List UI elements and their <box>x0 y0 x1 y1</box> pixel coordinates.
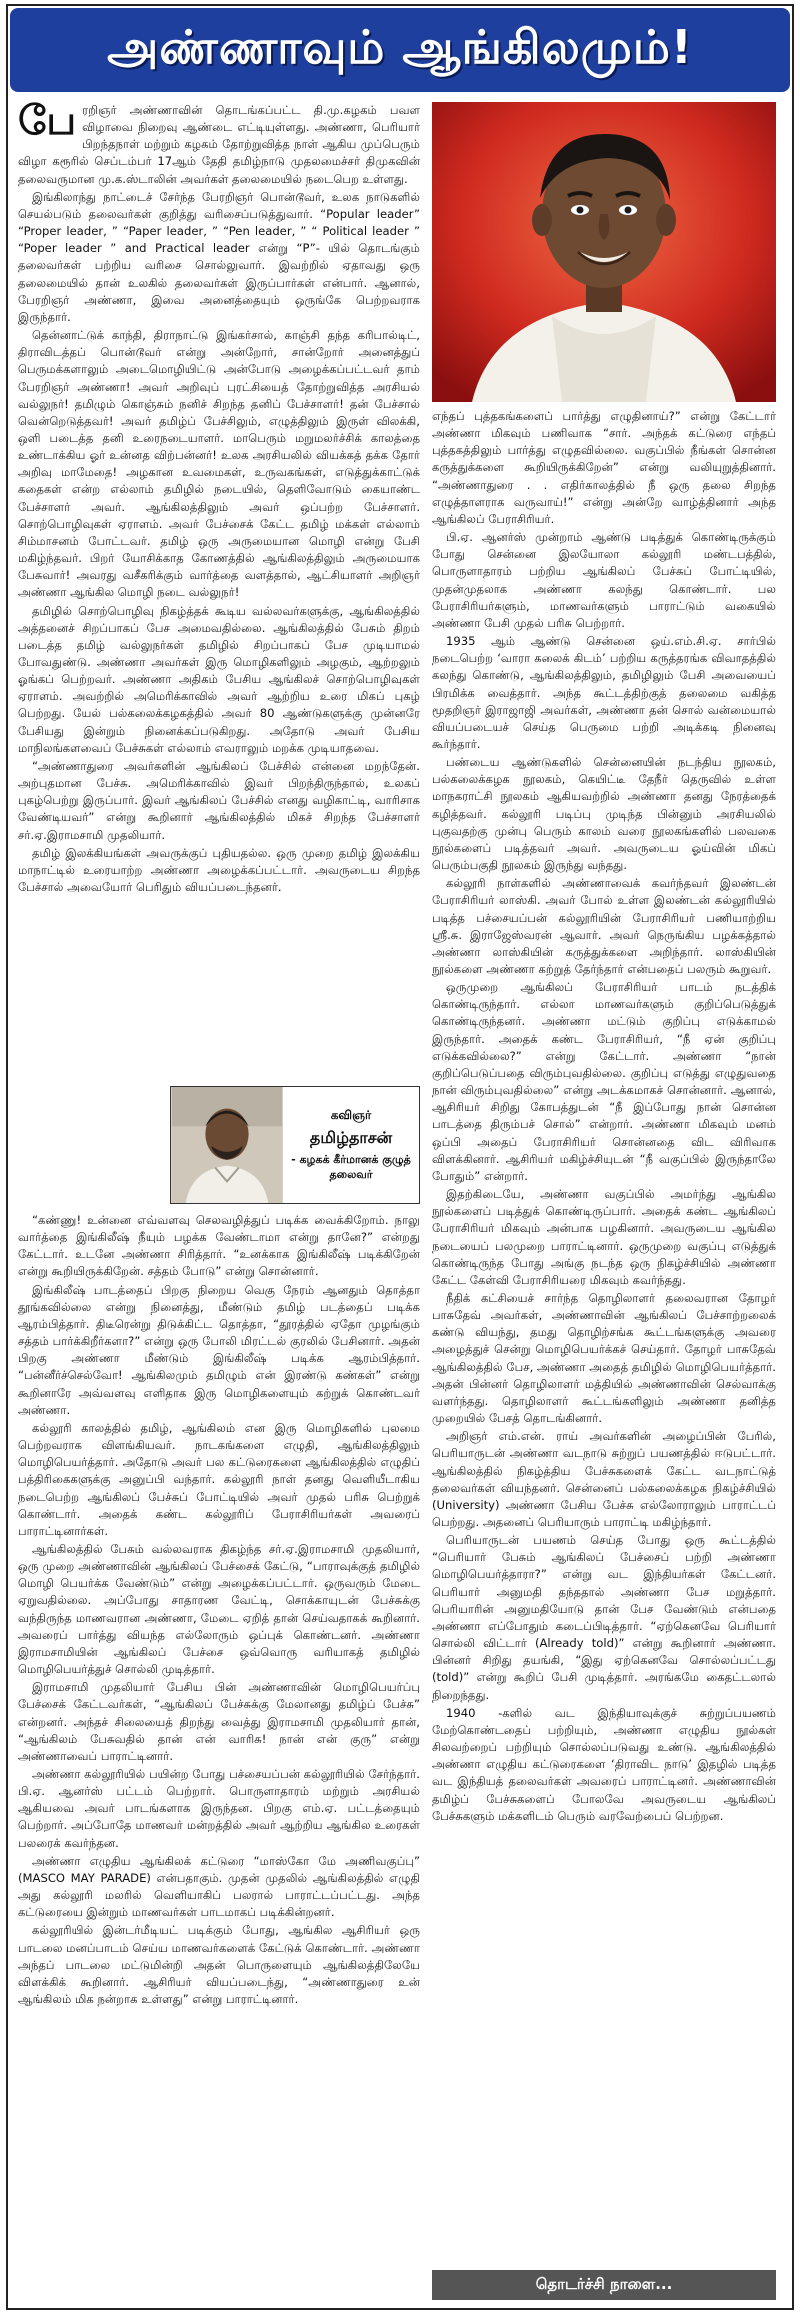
author-credit <box>283 1087 419 1203</box>
continuation-bar <box>432 2270 776 2300</box>
author-prefix: கவிஞர் <box>330 1107 372 1122</box>
author-portrait-icon <box>171 1087 283 1203</box>
article-paragraph: கல்லூரி நாள்களில் அண்ணாவைக் கவர்ந்தவர் இலண்டன் பேராசிரியர் லாஸ்கி. அவர் போல் உள்ள இலண்டன் கல்லூரியில் படித்த பச்சையப்பன் கல்லூரியின் பேராசிரியர் பணியாற்றிய ஸ்ரீ.சு. இராஜேஸ்வரன் ஆவார். அவர் நெருங்கிய பழக்கத்தால் அண்ணா லாஸ்கியின் கருத்துக்களை அறிந்தார். லாஸ்கியின் நூல்களை அண்ணா கற்றுத் தேர்ந்தார் என்பதைப் பலரும் கூறுவர். <box>432 876 776 976</box>
article-paragraph: கல்லூரியில் இன்டர்மீடியட் படிக்கும் போது, ஆங்கில ஆசிரியர் ஒரு பாடலை மனப்பாடம் செய்ய மாணவர்களைக் கேட்டுக் கொண்டார். அண்ணா அந்தப் பாடலை மட்டுமின்றி அதன் பொருளையும் ஆங்கிலத்திலேயே விளக்கிக் கூறினார். ஆசிரியர் வியப்படைந்து, “அண்ணாதுரை உன் ஆங்கிலம் மிக நன்றாக உள்ளது” என்று பாராட்டினார். <box>18 1923 420 2007</box>
drop-cap: பே <box>18 102 77 144</box>
article-paragraph: அறிஞர் எம்.என். ராய் அவர்களின் அழைப்பின் பேரில், பெரியாருடன் அண்ணா வடநாடு சுற்றுப் பயணத்தில் ஈடுபட்டார். ஆங்கிலத்தில் நிகழ்த்திய பேச்சுகளைக் கேட்ட வடநாட்டுத் தலைவர்கள் வியந்தனர். சென்னைப் பல்கலைக்கழக நிகழ்ச்சியில் (University) அண்ணா பேசிய பேச்சு எல்லோராலும் பாராட்டப் பெற்றது. அதனைப் பெரியாரும் பாராட்டி மகிழ்ந்தார். <box>432 1429 776 1529</box>
article-paragraph: ஆங்கிலத்தில் பேசும் வல்லவராக திகழ்ந்த சர்.ஏ.இராமசாமி முதலியார், ஒரு முறை அண்ணாவின் ஆங்கிலப் பேச்சைக் கேட்டு, “பாராவுக்குத் தமிழில் மொழி பெயர்க்க வேண்டும்” என்று அழைக்கப்பட்டார். ஒருவரும் மேடை ஏறுவதில்லை. அப்போது சாதாரண வேட்டி, சொக்காயுடன் பேச்சுக்கு வந்திருந்த மாணவரான அண்ணா, மேடை ஏறித் தான் செய்வதாகக் கூறினார். அவரைப் பார்த்து வியந்த எல்லோரும் ஒப்புக் கொண்டனர். அண்ணா இராமசாமியின் ஆங்கிலப் பேச்சை ஒவ்வொரு வரியாகத் தமிழில் மொழிபெயர்த்துச் சொல்லி முடித்தார். <box>18 1541 420 1677</box>
article-column-left-lower <box>18 1212 420 2304</box>
portrait-illustration-icon <box>432 102 776 402</box>
continuation-text: தொடர்ச்சி நாளை... <box>535 2275 673 2293</box>
paragraph-text: ரறிஞர் அண்ணாவின் தொடங்கப்பட்ட தி.மு.கழகம் பவள விழாவை நிறைவு ஆண்டை எட்டியுள்ளது. அண்ணா, பெரியார் பிறந்தநாள் மற்றும் கழகம் தோற்றுவித்த நாள் ஆகிய முப்பெரும் விழா கரூரில் செப்டம்பர் 17ஆம் தேதி தமிழ்நாடு முதலமைச்சர் திமுகவின் தலைவருமான மு.க.ஸ்டாலின் அவர்கள் தலைமையில் நடைபெற உள்ளது. <box>18 103 420 186</box>
article-paragraph: இங்கிலாந்து நாட்டைச் சேர்ந்த பேரறிஞர் பொன்டூவர், உலக நாடுகளில் செயல்படும் தலைவர்கள் குறித்து வரிசைப்படுத்துவார். “Popular leader” “Proper leader, ” “Paper leader, ” “Pen leader, ” “ Political leader ” “Poper leader ” and Practical leader என்று “P”- யில் தொடங்கும் தலைவர்கள் பற்றிய வரிசை சொல்லுவார். இவற்றில் ஏதாவது ஒரு தலைமையில் தான் உலகில் தலைவர்கள் இருப்பார்கள் என்பார். ஆனால், பேரறிஞர் அண்ணா, இவை அனைத்தையும் ஒருங்கே பெற்றவராக இருந்தார். <box>18 189 420 324</box>
article-column-right <box>432 408 776 2264</box>
title-banner <box>10 8 790 92</box>
article-paragraph: “கண்ணு! உன்னை எவ்வளவு செலவழித்துப் படிக்க வைக்கிறோம். நாலு வார்த்தை இங்கிலீஷ் நீயும் பழக்க வேண்டாமா என்று தானே?” என்றது கேட்டார். உடனே அண்ணா சிரித்தார். “உனக்காக இங்கிலீஷ் படிக்கிறேன் என்று கூறியிருக்கிறேன். சத்தம் போடு” என்று சொன்னார். <box>18 1213 420 1279</box>
article-paragraph: அண்ணா எழுதிய ஆங்கிலக் கட்டுரை “மாஸ்கோ மே அணிவகுப்பு” (MASCO MAY PARADE) என்பதாகும். முதன் முதலில் ஆங்கிலத்தில் எழுதி அது கல்லூரி மலரில் வெளியாகிப் பலரால் பாராட்டப்பட்டது. அந்த கட்டுரையை இன்றும் மாணவர்கள் பாடமாகப் படிக்கின்றனர். <box>18 1853 420 1920</box>
author-name: தமிழ்தாசன் <box>309 1127 393 1147</box>
article-paragraph: தென்னாட்டுக் காந்தி, திராநாட்டு இங்கர்சால், காஞ்சி தந்த கரிபால்டிட், திராவிடத்தப் பொன்டூவர் என்று அன்றோர், சான்றோர் அனைத்துப் பெருமக்களாலும் அடைமொழியிட்டு அன்போடு அழைக்கப்பட்டவர் தாம் பேரறிஞர் அண்ணா! அவர் அறிவுப் புரட்சியைத் தோற்றுவித்த அரசியல் வல்லுநர்! தமிழும் கொஞ்சும் நனிச் சிறந்த தனிப் பேச்சாளர்! தன் பேச்சால் வென்றெடுத்தவர்! அவர் தமிழ்ப் பேச்சிலும், எழுத்திலும் இருள் விலக்கி, ஒளி படைத்த தனி உரைநடையாளர். மாபெரும் மறுமலர்ச்சிக் காலத்தை உண்டாக்கிய ஓர் உன்னத விற்பன்னர்! உலக அரசியலில் வியக்கத் தக்க தோர் அறிவு மாமேதை! அழகான உவமைகள், உருவகங்கள், எடுத்துக்காட்டுக் கதைகள் என்ற எல்லாம் தமிழில் நடையில், தெளிவோடும் கையாண்ட பேச்சாளர் அவர். ஆங்கிலத்திலும் அவர் ஒப்பற்ற பேச்சாளர். சொற்பொழிவுகள் ஏராளம். அவர் பேச்சைக் கேட்ட தமிழ் மக்கள் எல்லாம் சிம்மாசனம் போட்டவர். தமிழ் ஒரு அருமையான மொழி என்று பேசி மகிழ்ந்தவர். பிறர் யோசிக்காத கோணத்தில் ஆங்கிலத்திலும் அருமையாக பேசுவார்! அவரது வசீகரிக்கும் வார்த்தை வளத்தால், ஆட்சியாளர் அறிஞர் அண்ணா ஆங்கில மொழி நடை வல்லுநர்! <box>18 328 420 600</box>
page-title: அண்ணாவும் ஆங்கிலமும்! <box>107 19 693 74</box>
author-box <box>170 1086 420 1204</box>
article-paragraph: ஒருமுறை ஆங்கிலப் பேராசிரியர் பாடம் நடத்திக் கொண்டிருந்தார். எல்லா மாணவர்களும் குறிப்பெடுத்துக் கொண்டிருந்தனர். அண்ணா மட்டும் குறிப்பு எடுக்காமல் இருந்தார். அதைக் கண்ட பேராசிரியர், “நீ ஏன் குறிப்பு எடுக்கவில்லை?” என்று கேட்டார். அண்ணா “நான் குறிப்பெடுப்பதை விரும்புவதில்லை. குறிப்பு எடுத்து எழுதுவதை நான் விரும்புவதில்லை” என்று அடக்கமாகச் சொன்னார். ஆனால், ஆசிரியர் சிறிது கோபத்துடன் “நீ இப்போது நான் சொன்ன பாடத்தை திரும்பச் சொல்” என்றார். அண்ணா மிகவும் மனம் ஒப்பி அதைப் பேராசிரியர் சொன்னதை விட விரிவாக விளக்கினார். ஆசிரியர் மகிழ்ச்சியுடன் “நீ வகுப்பில் இருந்தாலே போதும்” என்றார். <box>432 980 776 1183</box>
article-paragraph: தமிழ் இலக்கியங்கள் அவருக்குப் புதியதல்ல. ஒரு முறை தமிழ் இலக்கிய மாநாட்டில் உரையாற்ற அண்ணா அழைக்கப்பட்டார். அவருடைய சிறந்த பேச்சால் அவையோர் பெரிதும் வியப்படைந்தனர். <box>18 845 420 895</box>
article-paragraph: “அண்ணாதுரை அவர்களின் ஆங்கிலப் பேச்சில் என்னை மறந்தேன். அற்புதமான பேச்சு. அமெரிக்காவில் இவர் பிறந்திருந்தால், உலகப் புகழ்பெற்று இருப்பார். இவர் ஆங்கிலப் பேச்சில் எனது வழிகாட்டி, வாரிசாக வேண்டியவர்” என்று கூறினார் ஆங்கிலத்தில் மிகச் சிறந்த பேச்சாளர் சர்.ஏ.இராமசாமி முதலியார். <box>18 758 420 842</box>
article-paragraph: அண்ணா கல்லூரியில் பயின்ற போது பச்சையப்பன் கல்லூரியில் சேர்ந்தார். பி.ஏ. ஆனர்ஸ் பட்டம் பெற்றார். பொருளாதாரம் மற்றும் அரசியல் ஆகியவை அவர் பாடங்களாக இருந்தன. பிறகு எம்.ஏ. பட்டத்தையும் பெற்றார். அப்போதே மாணவர் மன்றத்தில் அவர் ஆற்றிய ஆங்கில உரைகள் பலரைக் கவர்ந்தன. <box>18 1767 420 1850</box>
article-paragraph: பண்டைய ஆண்டுகளில் சென்னையின் நடந்திய நூலகம், பல்கலைக்கழக நூலகம், கெயிட்டீ தேநீர் தெருவில் உள்ள மாநகராட்சி நூலகம் ஆகியவற்றில் அண்ணா தனது நேரத்தைக் கழித்தவர். கல்லூரி படிப்பு முடிந்த பின்னும் அரசியலில் புகுவதற்கு முன்பு பெரும் காலம் வரை நூலகங்களில் பலவகை நூல்களைப் படித்தவர் அவர். அவருடைய ஓய்வின் மிகப் பெரும்பகுதி நூலகம் இருந்து வந்தது. <box>432 755 776 873</box>
article-paragraph: 1940 -களில் வட இந்தியாவுக்குச் சுற்றுப்பயணம் மேற்கொண்டதைப் பற்றியும், அண்ணா எழுதிய நூல்கள் சிலவற்றைப் பற்றியும் சொல்லப்படுவது உண்டு. ஆங்கிலத்தில் அண்ணா எழுதிய கட்டுரைகளை ‘திராவிட நாடு’ இதழில் படித்த வட இந்தியத் தலைவர்கள் அவரைப் பாராட்டினர். அண்ணாவின் தமிழ்ப் பேச்சுகளைப் போலவே அவருடைய ஆங்கிலப் பேச்சுகளும் மக்களிடம் பெரும் வரவேற்பைப் பெற்றன. <box>432 1705 776 1823</box>
article-paragraph: இங்கிலீஷ் பாடத்தைப் பிறகு நிறைய வெகு நேரம் ஆனதும் தொத்தா தூங்கவில்லை என்று நினைத்து, மீண்டும் தமிழ் படத்தைப் படிக்க ஆரம்பித்தார். திடீரென்று திடுக்கிட்ட தொத்தா, “தூரத்தில் ஏதோ முழங்கும் சத்தம் பார்க்கிறீர்களா?” என்று ஒரு போலி மிரட்டல் குரலில் பேசினார். அதன் பிறகு அண்ணா மீண்டும் இங்கிலீஷ் படிக்க ஆரம்பித்தார். “பன்னீர்ச்செல்வோ! ஆங்கிலமும் தமிழும் என் இரண்டு கண்கள்” என்று கூறினாரே அவ்வளவு எளிதாக இரு மொழிகளையும் கற்றுக் கொண்டவர் அண்ணா. <box>18 1282 420 1417</box>
article-paragraph: பி.ஏ. ஆனர்ஸ் முன்றாம் ஆண்டு படித்துக் கொண்டிருக்கும் போது சென்னை இலயோலா கல்லூரி மண்டபத்தில், பொருளாதாரம் பற்றிய ஆங்கிலப் பேச்சுப் போட்டியில், முதன்முதலாக அண்ணா கலந்து கொண்டார். பல பேராசிரியர்களும், மாணவர்களும் பாராட்டும் வகையில் அண்ணா பேசி முதல் பரிசு பெற்றார். <box>432 530 776 630</box>
article-paragraph: 1935 ஆம் ஆண்டு சென்னை ஒய்.எம்.சி.ஏ. சார்பில் நடைபெற்ற ‘வாரா கலைக் கிடம்’ பற்றிய கருத்தரங்க விவாதத்தில் கலந்து கொண்டு, ஆங்கிலத்திலும், தமிழிலும் பேசி அவையைப் பிரமிக்க வைத்தார். அந்த கூட்டத்திற்குத் தலைமை வகித்த மூதறிஞர் இராஜாஜி அவர்கள், அண்ணா தன் சொல் வன்மையால் வியப்படையச் செய்த பெருமை பற்றி அடிக்கடி நினைவு கூர்ந்தார். <box>432 634 776 751</box>
article-paragraph <box>18 102 420 188</box>
article-column-left <box>18 102 420 1080</box>
hero-photo <box>432 102 776 402</box>
author-role: - கழகக் கீர்மானக் குழுத் தலைவர் <box>291 1152 411 1181</box>
article-paragraph: தமிழில் சொற்பொழிவு நிகழ்த்தக் கூடிய வல்லவர்களுக்கு, ஆங்கிலத்தில் அத்தனைச் சிறப்பாகப் பேச அமைவதில்லை. ஆங்கிலத்தில் பேசும் திறம் படைத்த தமிழ் வல்லுநர்கள் தமிழில் சிறப்பாகப் பேச முடியாமல் போவதுண்டு. அண்ணா அவர்கள் இரு மொழிகளிலும் அழகும், ஆற்றலும் ஓங்கப் பெற்றவர். அண்ணா அதிகம் பேசிய ஆங்கிலச் சொற்பொழிவுகள் ஏராளம். அவற்றில் அமெரிக்காவில் அவர் ஆற்றிய உரை மிகப் புகழ் பெற்றது. யேல் பல்கலைக்கழகத்தில் அவர் 80 ஆண்டுகளுக்கு முன்னரே பேசியது இன்றும் நினைக்கப்படுகிறது. அதோடு அவர் பேசிய மாநிலங்களவைப் பேச்சுகள் எல்லாம் எவராலும் மறக்க முடியாதவை. <box>18 603 420 755</box>
article-paragraph: இதற்கிடையே, அண்ணா வகுப்பில் அமர்ந்து ஆங்கில நூல்களைப் படித்துக் கொண்டிருப்பார். அதைக் கண்ட ஆங்கிலப் பேராசிரியர் மிகவும் அன்பாக பழகினார். அவருடைய ஆங்கில நடையைப் பலமுறை பாராட்டினார். ஒருமுறை வகுப்பு எடுத்துக் கொண்டிருந்த போது அங்கு நடந்த ஒரு நிகழ்ச்சியில் அண்ணா கேட்ட கேள்வி பேராசிரியரை மிகவும் கவர்ந்தது. <box>432 1187 776 1287</box>
article-paragraph: நீதிக் கட்சியைச் சார்ந்த தொழிலாளர் தலைவரான தோழர் பாசுதேவ் அவர்கள், அண்ணாவின் ஆங்கிலப் பேச்சாற்றலைக் கண்டு வியந்து, தமது தொழிற்சங்க கூட்டங்களுக்கு அவரை அழைத்துச் சென்று மொழிபெயர்க்கச் செய்தார். தோழர் பாசுதேவ் ஆங்கிலத்தில் பேச, அண்ணா அதைத் தமிழில் மொழிபெயர்த்தார். அதன் பின்னர் தொழிலாளர் மத்தியில் அண்ணாவின் செல்வாக்கு வளர்ந்தது. தொழிலாளர் கூட்டங்களிலும் அண்ணா தனித்த முறையில் பேசத் தொடங்கினார். <box>432 1290 776 1426</box>
article-paragraph: இராமசாமி முதலியார் பேசிய பின் அண்ணாவின் மொழிபெயர்ப்பு பேச்சைக் கேட்டவர்கள், “ஆங்கிலப் பேச்சுக்கு மேலானது தமிழ்ப் பேச்சு” என்றனர். அந்தச் சிலையைத் திறந்து வைத்து இராமசாமி முதலியார் தான், “ஆங்கிலம் பேசுவதில் தான் என் வாரிசு! நான் என் குரு” என்று அண்ணாவைப் பாராட்டினார். <box>18 1680 420 1763</box>
article-paragraph: பெரியாருடன் பயணம் செய்த போது ஒரு கூட்டத்தில் “பெரியார் பேசும் ஆங்கிலப் பேச்சைப் பற்றி அண்ணா மொழிபெயர்த்தாரா?” என்று வட இந்தியர்கள் கேட்டனர். பெரியார் அனுமதி தந்ததால் அண்ணா பேச மறுத்தார். பெரியாரின் அனுமதியோடு தான் பேச வேண்டும் என்பதை அண்ணா எப்போதும் கடைப்பிடித்தார். “ஏற்கெனவே பெரியார் சொல்லி விட்டார் (Already told)” என்று கூறினார் அண்ணா. பின்னர் சிறிது தயங்கி, “இது ஏற்கெனவே சொல்லப்பட்டது (told)” என்று கூறிப் பேசி முடித்தார். அரங்கமே கைதட்டலால் நிறைந்தது. <box>432 1533 776 1702</box>
article-paragraph: கல்லூரி காலத்தில் தமிழ், ஆங்கிலம் என இரு மொழிகளில் புலமை பெற்றவராக விளங்கியவர். நாடகங்களை எழுதி, ஆங்கிலத்திலும் மொழிபெயர்த்தார். அதோடு அவர் பல கட்டுரைகளை ஆங்கிலத்தில் எழுதிப் பத்திரிகைகளுக்கு அனுப்பி வந்தார். கல்லூரி நாள் தனது வெளியீடாகிய நடைபெற்ற ஆங்கிலப் பேச்சுப் போட்டியில் அவர் முதல் பரிசு பெற்றுக் கொண்டார். அதைக் கண்ட கல்லூரிப் பேராசிரியர்கள் அவரைப் பாராட்டினார்கள். <box>18 1420 420 1538</box>
author-photo <box>171 1087 283 1203</box>
article-paragraph: எந்தப் புத்தகங்களைப் பார்த்து எழுதினாய்?” என்று கேட்டார் அண்ணா மிகவும் பணிவாக “சார். அந்தக் கட்டுரை எந்தப் புத்தகத்திலும் பார்த்து எழுதவில்லை. வகுப்பில் நீங்கள் சொன்ன கருத்துக்களை கூறியிருக்கிறேன்” என்று வலியுறுத்தினார். “அண்ணாதுரை . . எதிர்காலத்தில் நீ ஒரு தலை சிறந்த எழுத்தாளராக வருவாய்!” என்று அன்றே வாழ்த்தினார் அந்த ஆங்கிலப் பேராசிரியர். <box>432 409 776 526</box>
